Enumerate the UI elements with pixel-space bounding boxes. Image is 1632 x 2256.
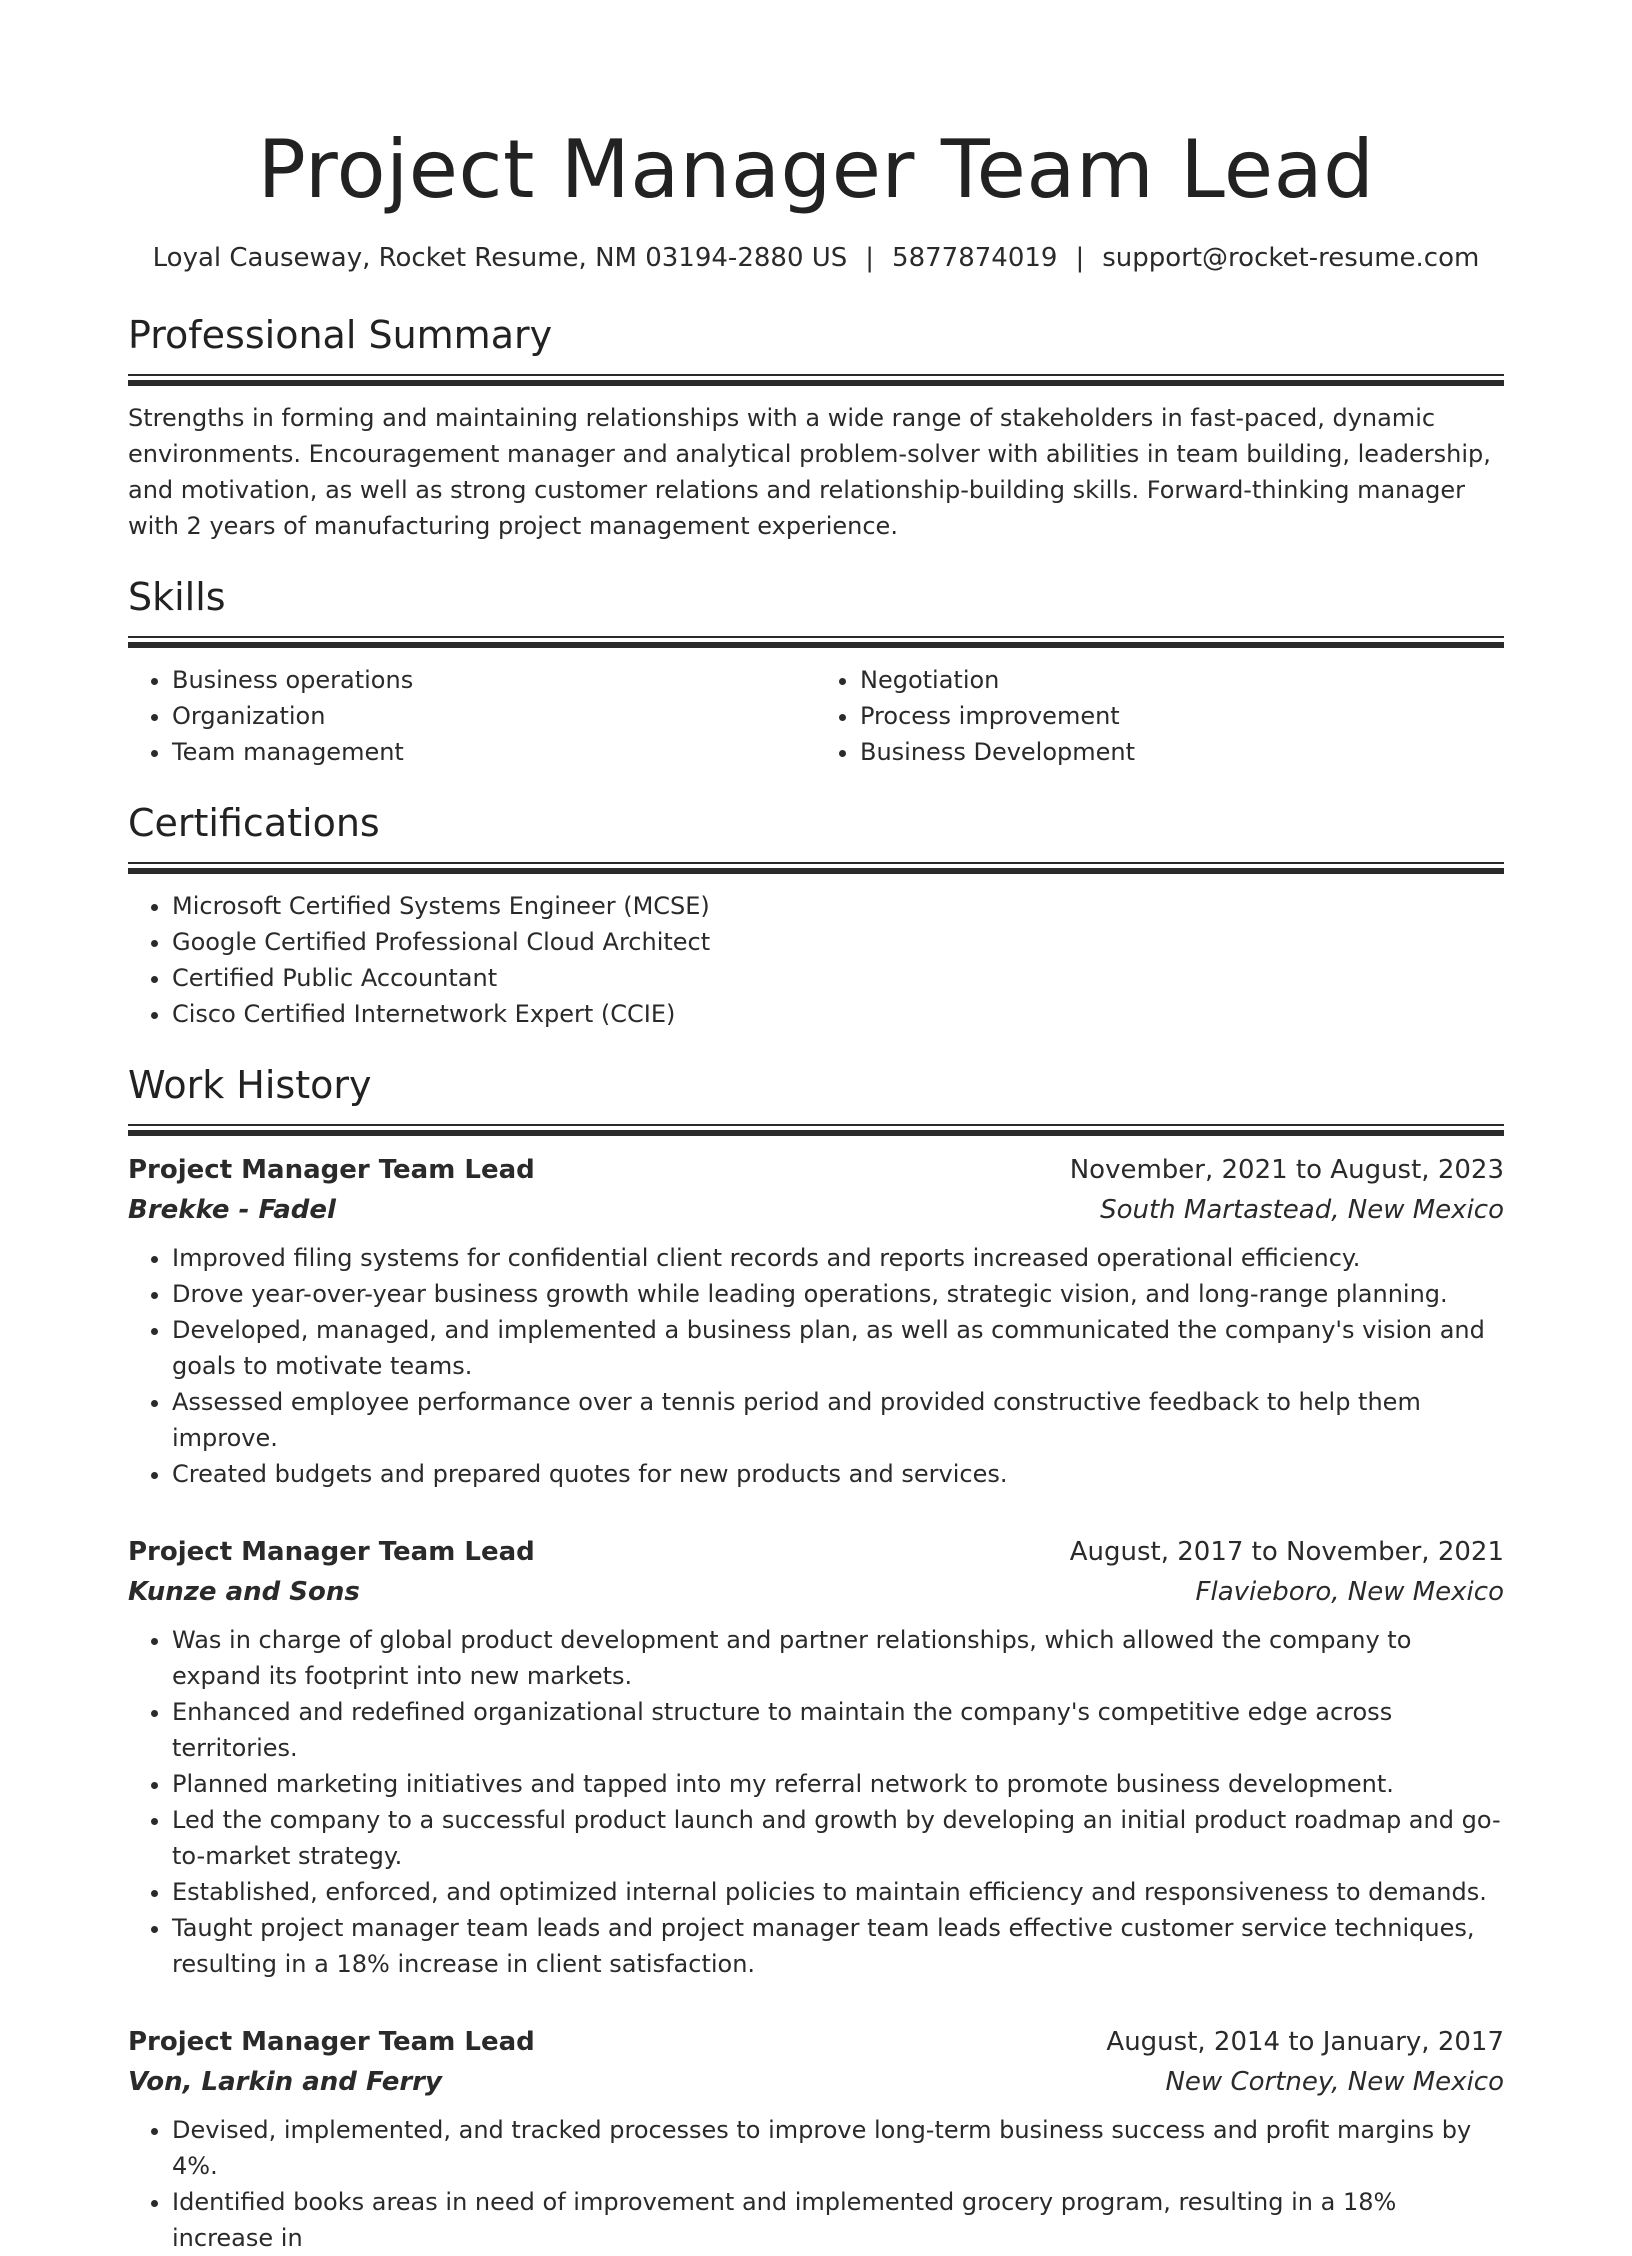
work-history-heading: Work History [128, 1063, 372, 1107]
job-entry [128, 2022, 1504, 2256]
certification-item: • Cisco Certified Internetwork Expert (CCIE) [172, 996, 1504, 1032]
skill-item: • Organization [172, 698, 816, 734]
job-bullet: • Assessed employee performance over a tennis period and provided constructive feedback to help them improve. [172, 1384, 1504, 1456]
job-bullet: • Developed, managed, and implemented a business plan, as well as communicated the company's vision and goals to motivate teams. [172, 1312, 1504, 1384]
work-history-section [128, 1062, 1504, 2256]
job-bullet: • Established, enforced, and optimized internal policies to maintain efficiency and responsiveness to demands. [172, 1874, 1504, 1910]
skills-grid [128, 662, 1504, 770]
job-company: Kunze and Sons [128, 1577, 360, 1607]
skills-list-left [128, 662, 816, 770]
skill-item: • Team management [172, 734, 816, 770]
job-bullets [128, 1622, 1504, 1982]
summary-heading: Professional Summary [128, 313, 553, 357]
job-dates: August, 2017 to November, 2021 [1069, 1537, 1504, 1567]
job-dates: August, 2014 to January, 2017 [1106, 2027, 1504, 2057]
job-header-row [128, 2022, 1504, 2062]
job-company-row [128, 2062, 1504, 2102]
job-header-row [128, 1532, 1504, 1572]
job-entry [128, 1150, 1504, 1492]
job-bullet: • Led the company to a successful product launch and growth by developing an initial product roadmap and go-to-market strategy. [172, 1802, 1504, 1874]
job-location: South Martastead, New Mexico [1100, 1195, 1504, 1225]
summary-section [128, 312, 1504, 544]
job-company-row [128, 1572, 1504, 1612]
certifications-section [128, 800, 1504, 1032]
job-bullets [128, 1240, 1504, 1492]
job-location: Flavieboro, New Mexico [1195, 1577, 1504, 1607]
job-bullet: • Created budgets and prepared quotes for new products and services. [172, 1456, 1504, 1492]
resume-page [128, 0, 1504, 2256]
skills-list-right [816, 662, 1504, 770]
job-bullet: • Enhanced and redefined organizational structure to maintain the company's competitive edge across territories. [172, 1694, 1504, 1766]
skills-section [128, 574, 1504, 770]
job-bullet: • Devised, implemented, and tracked processes to improve long-term business success and profit margins by 4%. [172, 2112, 1504, 2184]
contact-email: support@rocket-resume.com [1102, 243, 1480, 273]
job-company: Brekke - Fadel [128, 1195, 336, 1225]
candidate-name: Project Manager Team Lead [257, 123, 1375, 216]
skills-heading: Skills [128, 575, 226, 619]
job-company: Von, Larkin and Ferry [128, 2067, 442, 2097]
contact-line [128, 240, 1504, 276]
certifications-heading: Certifications [128, 801, 380, 845]
section-divider [128, 636, 1504, 648]
contact-separator: | [865, 243, 875, 273]
skill-item: • Business Development [860, 734, 1504, 770]
job-bullets [128, 2112, 1504, 2256]
job-entry [128, 1532, 1504, 1982]
job-bullet: • Identified books areas in need of improvement and implemented grocery program, resulting in a 18% increase in [172, 2184, 1504, 2256]
contact-address: Loyal Causeway, Rocket Resume, NM 03194-2880 US [152, 243, 848, 273]
job-bullet: • Drove year-over-year business growth while leading operations, strategic vision, and long-range planning. [172, 1276, 1504, 1312]
contact-separator: | [1075, 243, 1085, 273]
job-dates: November, 2021 to August, 2023 [1069, 1155, 1504, 1185]
summary-text: Strengths in forming and maintaining relationships with a wide range of stakeholders in fast-paced, dynamic environments. Encouragement manager and analytical problem-solver with abilities in team building, leadership, and motivation, as well as strong customer relations and relationship-building skills. Forward-thinking manager with 2 years of manufacturing project management experience. [128, 404, 1491, 540]
skill-item: • Business operations [172, 662, 816, 698]
job-title: Project Manager Team Lead [128, 1537, 535, 1567]
section-divider [128, 374, 1504, 386]
job-title: Project Manager Team Lead [128, 2027, 535, 2057]
certifications-list [128, 888, 1504, 1032]
job-location: New Cortney, New Mexico [1165, 2067, 1504, 2097]
job-bullet: • Improved filing systems for confidential client records and reports increased operational efficiency. [172, 1240, 1504, 1276]
job-company-row [128, 1190, 1504, 1230]
job-bullet: • Planned marketing initiatives and tapped into my referral network to promote business development. [172, 1766, 1504, 1802]
contact-phone: 5877874019 [892, 243, 1058, 273]
job-title: Project Manager Team Lead [128, 1155, 535, 1185]
skill-item: • Process improvement [860, 698, 1504, 734]
job-bullet: • Was in charge of global product development and partner relationships, which allowed the company to expand its footprint into new markets. [172, 1622, 1504, 1694]
skill-item: • Negotiation [860, 662, 1504, 698]
section-divider [128, 1124, 1504, 1136]
job-header-row [128, 1150, 1504, 1190]
certification-item: • Microsoft Certified Systems Engineer (MCSE) [172, 888, 1504, 924]
section-divider [128, 862, 1504, 874]
certification-item: • Google Certified Professional Cloud Architect [172, 924, 1504, 960]
job-bullet: • Taught project manager team leads and project manager team leads effective customer service techniques, resulting in a 18% increase in client satisfaction. [172, 1910, 1504, 1982]
certification-item: • Certified Public Accountant [172, 960, 1504, 996]
